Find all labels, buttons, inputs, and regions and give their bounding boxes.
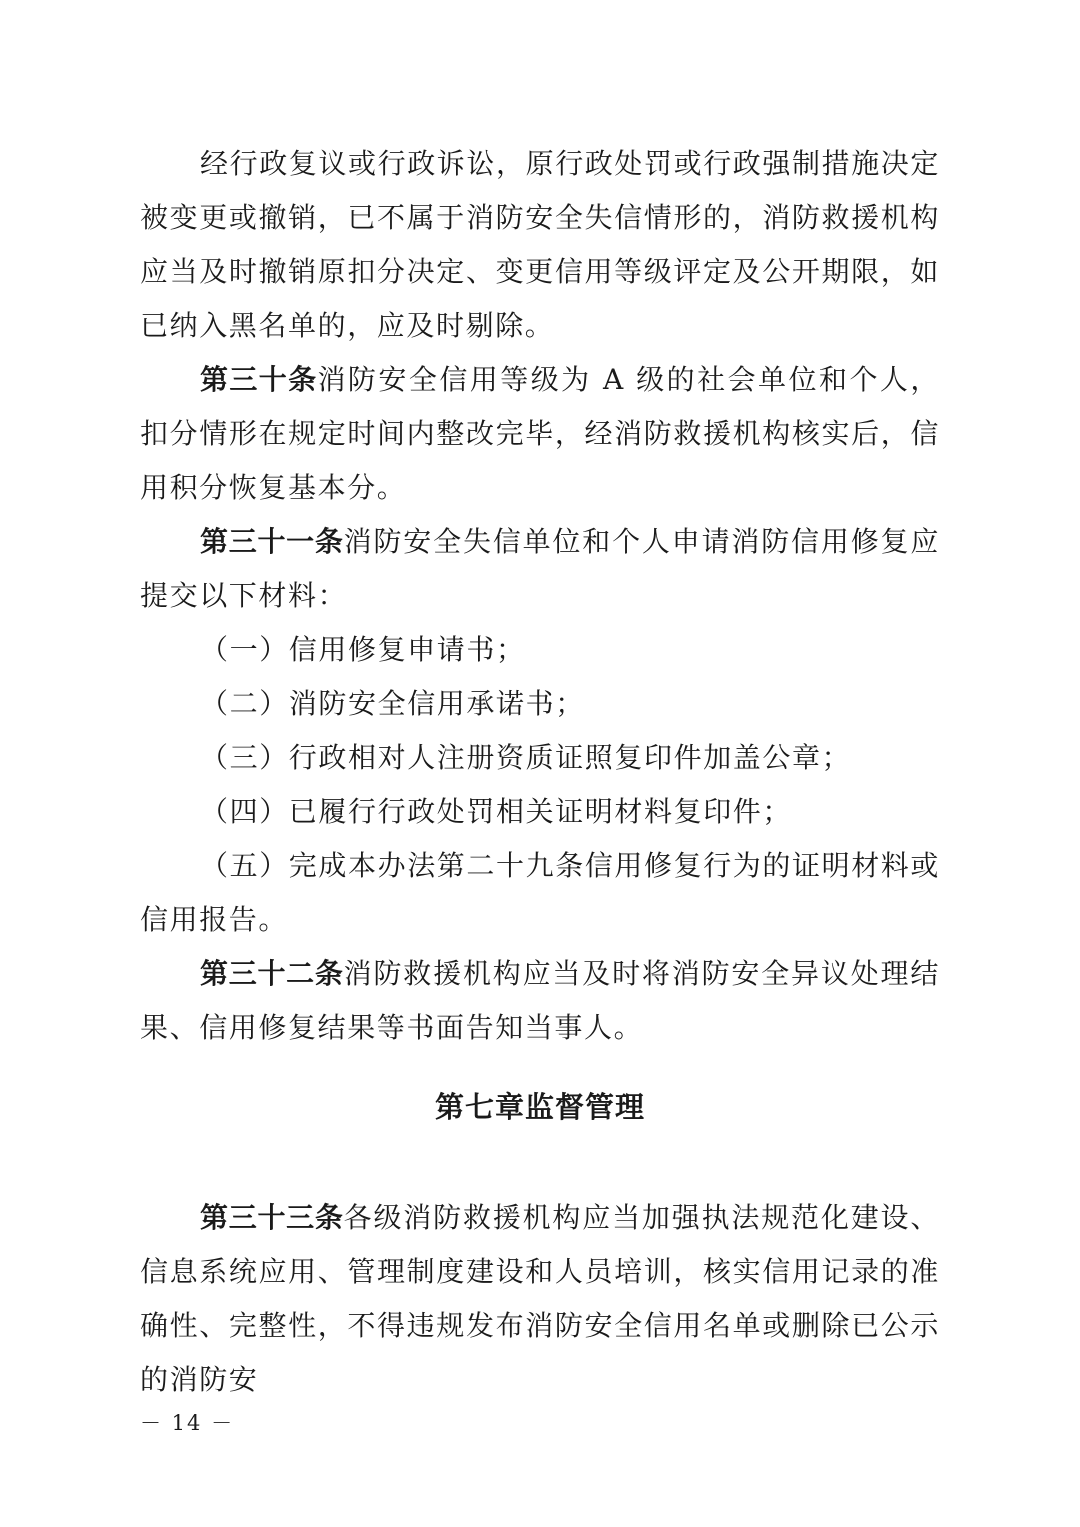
list-item-4-text: （四）已履行行政处罚相关证明材料复印件； [200,795,793,828]
article-32-text: 消防救援机构应当及时将消防安全异议处理结果、信用修复结果等书面告知当事人。 [140,957,940,1044]
list-item-3-text: （三）行政相对人注册资质证照复印件加盖公章； [200,741,852,774]
list-item-2 [140,677,940,731]
article-31-text: 消防安全失信单位和个人申请消防信用修复应提交以下材料： [140,525,940,612]
article-31 [140,515,940,623]
chapter-title: 第七章监督管理 [434,1090,645,1124]
list-item-4 [140,785,940,839]
list-item-1-text: （一）信用修复申请书； [200,633,526,666]
article-32 [140,947,940,1055]
list-item-2-text: （二）消防安全信用承诺书； [200,687,585,720]
paragraph-1 [140,137,940,353]
list-item-3 [140,731,940,785]
article-33-text: 各级消防救援机构应当加强执法规范化建设、信息系统应用、管理制度建设和人员培训，核实信用记录的准确性、完整性，不得违规发布消防安全信用名单或删除已公示的消防安 [140,1201,940,1396]
article-33-heading: 第三十三条 [200,1201,344,1234]
list-item-5-text: （五）完成本办法第二十九条信用修复行为的证明材料或信用报告。 [140,849,941,936]
article-33 [140,1191,940,1407]
article-30 [140,353,940,515]
list-item-1 [140,623,940,677]
paragraph-1-text: 经行政复议或行政诉讼，原行政处罚或行政强制措施决定被变更或撤销，已不属于消防安全失信情形的，消防救援机构应当及时撤销原扣分决定、变更信用等级评定及公开期限，如已纳入黑名单的，应及时剔除。 [140,147,941,342]
article-31-heading: 第三十一条 [200,525,344,558]
article-30-heading: 第三十条 [200,363,318,396]
list-item-5 [140,839,940,947]
article-32-heading: 第三十二条 [200,957,344,990]
page-number: － 14 － [140,1411,235,1435]
article-30-text: 消防安全信用等级为 A 级的社会单位和个人，扣分情形在规定时间内整改完毕，经消防救援机构核实后，信用积分恢复基本分。 [140,363,940,504]
